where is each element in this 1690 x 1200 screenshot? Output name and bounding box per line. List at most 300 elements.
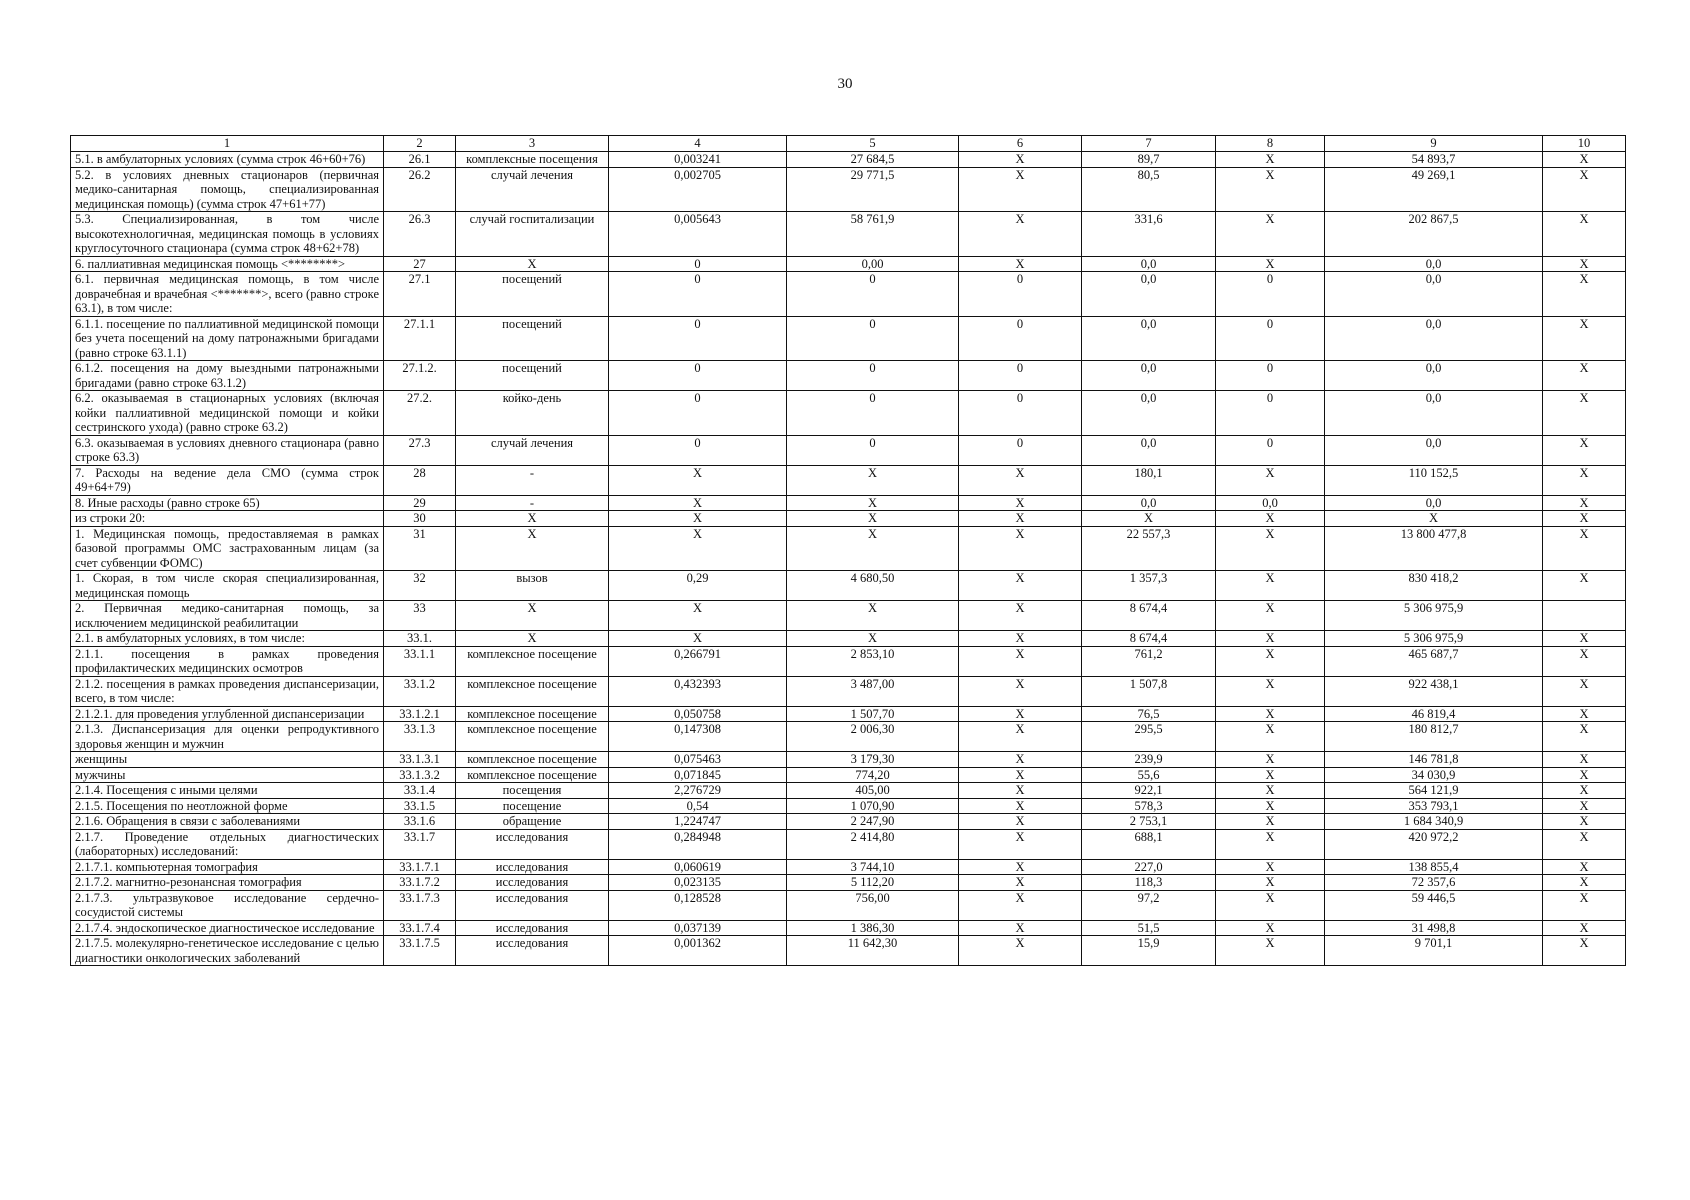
table-row	[71, 829, 1626, 859]
cell-indicator: 2.1.7.5. молекулярно-генетическое исследование с целью диагностики онкологических заболеваний	[71, 936, 384, 966]
table-row	[71, 495, 1626, 511]
table-row	[71, 511, 1626, 527]
cell-norm-volume: 0,266791	[609, 646, 787, 676]
cell-norm-cost: 4 680,50	[787, 571, 959, 601]
cell-col-8: X	[1216, 890, 1325, 920]
table-row	[71, 152, 1626, 168]
cell-indicator: 7. Расходы на ведение дела СМО (сумма строк 49+64+79)	[71, 465, 384, 495]
cell-unit: посещение	[456, 798, 609, 814]
cell-col-7: 1 507,8	[1082, 676, 1216, 706]
cell-unit: вызов	[456, 571, 609, 601]
cell-col-8: X	[1216, 676, 1325, 706]
cell-col-10: X	[1543, 152, 1626, 168]
cell-col-6: X	[959, 706, 1082, 722]
cell-unit: исследования	[456, 829, 609, 859]
cell-col-7: 55,6	[1082, 767, 1216, 783]
cell-indicator: 8. Иные расходы (равно строке 65)	[71, 495, 384, 511]
cell-col-9: 46 819,4	[1325, 706, 1543, 722]
column-number-6: 6	[959, 136, 1082, 152]
cell-col-8: X	[1216, 212, 1325, 257]
cell-row-number: 27.1.2.	[384, 361, 456, 391]
cell-col-10: X	[1543, 920, 1626, 936]
column-number-10: 10	[1543, 136, 1626, 152]
cell-col-8: X	[1216, 646, 1325, 676]
cell-norm-cost: X	[787, 601, 959, 631]
cell-col-9: 830 418,2	[1325, 571, 1543, 601]
cell-indicator: 6.3. оказываемая в условиях дневного стационара (равно строке 63.3)	[71, 435, 384, 465]
cell-col-9: 9 701,1	[1325, 936, 1543, 966]
cell-col-10	[1543, 601, 1626, 631]
cell-norm-cost: 2 414,80	[787, 829, 959, 859]
cell-norm-volume: 0,037139	[609, 920, 787, 936]
cell-col-8: X	[1216, 601, 1325, 631]
cell-norm-cost: 0	[787, 435, 959, 465]
table-row	[71, 646, 1626, 676]
cell-unit: посещений	[456, 316, 609, 361]
cell-norm-cost: 2 006,30	[787, 722, 959, 752]
cell-norm-volume: X	[609, 495, 787, 511]
cell-row-number: 27.3	[384, 435, 456, 465]
cell-norm-cost: 58 761,9	[787, 212, 959, 257]
cell-col-7: 0,0	[1082, 435, 1216, 465]
cell-col-9: 0,0	[1325, 435, 1543, 465]
cell-norm-cost: 11 642,30	[787, 936, 959, 966]
cell-unit: обращение	[456, 814, 609, 830]
cell-unit: комплексное посещение	[456, 767, 609, 783]
cell-col-6: X	[959, 875, 1082, 891]
cell-indicator: 2.1.7. Проведение отдельных диагностических (лабораторных) исследований:	[71, 829, 384, 859]
cell-norm-cost: 1 070,90	[787, 798, 959, 814]
cell-col-6: 0	[959, 435, 1082, 465]
cell-col-8: 0	[1216, 435, 1325, 465]
cell-col-9: 0,0	[1325, 391, 1543, 436]
table-row	[71, 783, 1626, 799]
cell-col-8: X	[1216, 152, 1325, 168]
cell-col-6: 0	[959, 316, 1082, 361]
cell-indicator: 5.3. Специализированная, в том числе высокотехнологичная, медицинская помощь в условиях круглосуточного стационара (сумма строк 48+62+78)	[71, 212, 384, 257]
cell-row-number: 33	[384, 601, 456, 631]
cell-norm-cost: X	[787, 631, 959, 647]
cell-indicator: 2. Первичная медико-санитарная помощь, за исключением медицинской реабилитации	[71, 601, 384, 631]
cell-col-9: X	[1325, 511, 1543, 527]
cell-col-10: X	[1543, 706, 1626, 722]
cell-unit: случай госпитализации	[456, 212, 609, 257]
cell-col-8: X	[1216, 814, 1325, 830]
cell-row-number: 33.1.7.4	[384, 920, 456, 936]
cell-col-10: X	[1543, 256, 1626, 272]
cell-norm-cost: 3 179,30	[787, 752, 959, 768]
cell-norm-cost: 2 853,10	[787, 646, 959, 676]
cell-col-10: X	[1543, 465, 1626, 495]
cell-col-9: 110 152,5	[1325, 465, 1543, 495]
cell-col-10: X	[1543, 722, 1626, 752]
cell-col-8: X	[1216, 829, 1325, 859]
cell-row-number: 33.1.7.1	[384, 859, 456, 875]
cell-indicator: женщины	[71, 752, 384, 768]
cell-col-9: 0,0	[1325, 361, 1543, 391]
table-row	[71, 875, 1626, 891]
cell-col-9: 49 269,1	[1325, 167, 1543, 212]
cell-col-7: 89,7	[1082, 152, 1216, 168]
cell-norm-volume: 0,001362	[609, 936, 787, 966]
cell-col-6: X	[959, 601, 1082, 631]
cell-unit: комплексное посещение	[456, 752, 609, 768]
cell-col-10: X	[1543, 814, 1626, 830]
cell-col-6: X	[959, 722, 1082, 752]
cell-col-6: X	[959, 767, 1082, 783]
cell-col-9: 420 972,2	[1325, 829, 1543, 859]
table-row	[71, 752, 1626, 768]
cell-indicator: 2.1.7.2. магнитно-резонансная томография	[71, 875, 384, 891]
cell-norm-volume: X	[609, 601, 787, 631]
cell-col-6: X	[959, 890, 1082, 920]
cell-indicator: 6.1.1. посещение по паллиативной медицинской помощи без учета посещений на дому патронажными бригадами (равно строке 63.1.1)	[71, 316, 384, 361]
cell-norm-volume: 0	[609, 391, 787, 436]
cell-indicator: 5.2. в условиях дневных стационаров (первичная медико-санитарная помощь, специализированная медицинская помощь) (сумма строк 47+61+77)	[71, 167, 384, 212]
cell-col-7: X	[1082, 511, 1216, 527]
cell-indicator: 6.1. первичная медицинская помощь, в том числе доврачебная и врачебная <*******>, всего (равно строке 63.1), в том числе:	[71, 272, 384, 317]
cell-norm-cost: 27 684,5	[787, 152, 959, 168]
cell-col-8: X	[1216, 511, 1325, 527]
cell-unit: исследования	[456, 890, 609, 920]
cell-col-9: 1 684 340,9	[1325, 814, 1543, 830]
cell-col-6: 0	[959, 361, 1082, 391]
cell-norm-cost: 0	[787, 391, 959, 436]
cell-col-7: 51,5	[1082, 920, 1216, 936]
cell-unit: X	[456, 511, 609, 527]
cell-indicator: 2.1.7.1. компьютерная томография	[71, 859, 384, 875]
column-number-2: 2	[384, 136, 456, 152]
cell-row-number: 29	[384, 495, 456, 511]
cell-col-7: 922,1	[1082, 783, 1216, 799]
cell-norm-cost: 1 507,70	[787, 706, 959, 722]
cell-col-6: X	[959, 465, 1082, 495]
table-row	[71, 936, 1626, 966]
cell-row-number: 26.1	[384, 152, 456, 168]
cell-row-number: 30	[384, 511, 456, 527]
cell-col-7: 578,3	[1082, 798, 1216, 814]
cell-row-number: 33.1.	[384, 631, 456, 647]
cell-col-8: X	[1216, 875, 1325, 891]
cell-col-10: X	[1543, 798, 1626, 814]
table-row	[71, 601, 1626, 631]
cell-col-8: X	[1216, 706, 1325, 722]
cell-norm-cost: 0	[787, 361, 959, 391]
cell-unit: случай лечения	[456, 435, 609, 465]
cell-norm-volume: 0	[609, 316, 787, 361]
cell-col-10: X	[1543, 783, 1626, 799]
column-number-4: 4	[609, 136, 787, 152]
table-row	[71, 212, 1626, 257]
cell-col-7: 0,0	[1082, 256, 1216, 272]
cell-indicator: 2.1.7.4. эндоскопическое диагностическое исследование	[71, 920, 384, 936]
cell-col-8: 0	[1216, 391, 1325, 436]
cell-norm-cost: 3 487,00	[787, 676, 959, 706]
table-row	[71, 920, 1626, 936]
cell-col-8: 0	[1216, 361, 1325, 391]
cell-col-6: 0	[959, 272, 1082, 317]
cell-unit: койко-день	[456, 391, 609, 436]
cell-norm-volume: X	[609, 631, 787, 647]
table-row	[71, 859, 1626, 875]
cell-col-8: X	[1216, 465, 1325, 495]
cell-unit: -	[456, 495, 609, 511]
cell-col-6: X	[959, 752, 1082, 768]
cell-unit: исследования	[456, 920, 609, 936]
cell-indicator: 2.1.7.3. ультразвуковое исследование сердечно-сосудистой системы	[71, 890, 384, 920]
cell-col-8: X	[1216, 920, 1325, 936]
cell-norm-volume: X	[609, 526, 787, 571]
cell-norm-cost: 1 386,30	[787, 920, 959, 936]
cell-col-10: X	[1543, 526, 1626, 571]
cell-col-6: X	[959, 676, 1082, 706]
cell-col-9: 146 781,8	[1325, 752, 1543, 768]
cell-col-6: X	[959, 571, 1082, 601]
cell-unit: исследования	[456, 936, 609, 966]
cell-row-number: 33.1.6	[384, 814, 456, 830]
cell-norm-cost: 756,00	[787, 890, 959, 920]
cell-norm-volume: 0,050758	[609, 706, 787, 722]
cell-col-10: X	[1543, 646, 1626, 676]
cell-indicator: 2.1.5. Посещения по неотложной форме	[71, 798, 384, 814]
cell-norm-volume: 1,224747	[609, 814, 787, 830]
cell-norm-volume: 0	[609, 435, 787, 465]
cell-col-6: X	[959, 511, 1082, 527]
cell-col-7: 1 357,3	[1082, 571, 1216, 601]
cell-indicator: 6. паллиативная медицинская помощь <********>	[71, 256, 384, 272]
column-number-7: 7	[1082, 136, 1216, 152]
cell-indicator: 2.1.1. посещения в рамках проведения профилактических медицинских осмотров	[71, 646, 384, 676]
table-row	[71, 798, 1626, 814]
cell-col-10: X	[1543, 435, 1626, 465]
cell-col-8: X	[1216, 767, 1325, 783]
cell-norm-cost: 3 744,10	[787, 859, 959, 875]
cell-unit: X	[456, 631, 609, 647]
cell-col-6: X	[959, 495, 1082, 511]
cell-col-8: 0	[1216, 316, 1325, 361]
cell-unit: X	[456, 601, 609, 631]
cell-norm-volume: 0	[609, 256, 787, 272]
cell-col-10: X	[1543, 767, 1626, 783]
cell-col-10: X	[1543, 829, 1626, 859]
cell-norm-volume: 0,023135	[609, 875, 787, 891]
cell-row-number: 33.1.3.1	[384, 752, 456, 768]
cell-col-6: X	[959, 814, 1082, 830]
cell-norm-cost: 0	[787, 272, 959, 317]
cell-norm-volume: 0	[609, 272, 787, 317]
cell-col-9: 353 793,1	[1325, 798, 1543, 814]
cell-col-6: X	[959, 920, 1082, 936]
cell-col-7: 22 557,3	[1082, 526, 1216, 571]
column-number-3: 3	[456, 136, 609, 152]
cell-row-number: 33.1.5	[384, 798, 456, 814]
cell-row-number: 27	[384, 256, 456, 272]
cell-col-10: X	[1543, 859, 1626, 875]
cell-col-10: X	[1543, 361, 1626, 391]
cell-col-9: 34 030,9	[1325, 767, 1543, 783]
cell-col-8: 0,0	[1216, 495, 1325, 511]
cell-norm-volume: 0,003241	[609, 152, 787, 168]
cell-col-7: 118,3	[1082, 875, 1216, 891]
cell-col-7: 688,1	[1082, 829, 1216, 859]
cell-row-number: 31	[384, 526, 456, 571]
cell-norm-volume: 0,147308	[609, 722, 787, 752]
cell-row-number: 27.1	[384, 272, 456, 317]
column-number-5: 5	[787, 136, 959, 152]
cell-unit: комплексное посещение	[456, 646, 609, 676]
cell-row-number: 26.2	[384, 167, 456, 212]
cell-norm-cost: X	[787, 495, 959, 511]
cell-col-6: X	[959, 936, 1082, 966]
cell-unit: случай лечения	[456, 167, 609, 212]
cell-norm-cost: X	[787, 511, 959, 527]
table-row	[71, 435, 1626, 465]
cell-col-9: 31 498,8	[1325, 920, 1543, 936]
cell-unit: исследования	[456, 859, 609, 875]
cell-norm-cost: 0	[787, 316, 959, 361]
table-row	[71, 391, 1626, 436]
table-row	[71, 814, 1626, 830]
cell-norm-cost: 405,00	[787, 783, 959, 799]
cell-unit: X	[456, 256, 609, 272]
cell-col-10: X	[1543, 752, 1626, 768]
cell-norm-volume: 0,060619	[609, 859, 787, 875]
cell-col-10: X	[1543, 631, 1626, 647]
cell-norm-cost: 29 771,5	[787, 167, 959, 212]
cell-col-9: 0,0	[1325, 256, 1543, 272]
cell-indicator: 1. Скорая, в том числе скорая специализированная, медицинская помощь	[71, 571, 384, 601]
cell-indicator: 5.1. в амбулаторных условиях (сумма строк 46+60+76)	[71, 152, 384, 168]
cell-col-8: X	[1216, 752, 1325, 768]
cell-col-6: X	[959, 646, 1082, 676]
cell-row-number: 32	[384, 571, 456, 601]
cell-row-number: 33.1.7.5	[384, 936, 456, 966]
cell-norm-cost: X	[787, 526, 959, 571]
cell-col-6: X	[959, 829, 1082, 859]
cell-indicator: 2.1.2. посещения в рамках проведения диспансеризации, всего, в том числе:	[71, 676, 384, 706]
cell-row-number: 33.1.7.3	[384, 890, 456, 920]
cell-col-10: X	[1543, 212, 1626, 257]
cell-row-number: 27.2.	[384, 391, 456, 436]
cell-col-10: X	[1543, 571, 1626, 601]
cell-indicator: 2.1.3. Диспансеризация для оценки репродуктивного здоровья женщин и мужчин	[71, 722, 384, 752]
cell-col-9: 59 446,5	[1325, 890, 1543, 920]
table-header-row	[71, 136, 1626, 152]
cell-col-8: X	[1216, 631, 1325, 647]
cell-unit: посещений	[456, 272, 609, 317]
cell-col-7: 180,1	[1082, 465, 1216, 495]
cell-col-9: 564 121,9	[1325, 783, 1543, 799]
cell-col-9: 54 893,7	[1325, 152, 1543, 168]
table-row	[71, 890, 1626, 920]
cell-col-6: X	[959, 783, 1082, 799]
cell-indicator: 2.1. в амбулаторных условиях, в том числе:	[71, 631, 384, 647]
cell-col-8: X	[1216, 859, 1325, 875]
cell-col-8: X	[1216, 798, 1325, 814]
cell-norm-volume: 0	[609, 361, 787, 391]
cell-indicator: 2.1.2.1. для проведения углубленной диспансеризации	[71, 706, 384, 722]
cell-unit: комплексное посещение	[456, 676, 609, 706]
cell-norm-cost: 5 112,20	[787, 875, 959, 891]
cell-norm-cost: 2 247,90	[787, 814, 959, 830]
cell-col-10: X	[1543, 316, 1626, 361]
table-row	[71, 272, 1626, 317]
cell-indicator: 6.2. оказываемая в стационарных условиях (включая койки паллиативной медицинской помощи и койки сестринского ухода) (равно строке 63.2)	[71, 391, 384, 436]
table-row	[71, 676, 1626, 706]
cell-row-number: 33.1.7.2	[384, 875, 456, 891]
cell-col-6: X	[959, 256, 1082, 272]
cell-col-6: X	[959, 212, 1082, 257]
table-row	[71, 767, 1626, 783]
cell-col-10: X	[1543, 272, 1626, 317]
cell-col-9: 5 306 975,9	[1325, 631, 1543, 647]
cell-col-9: 138 855,4	[1325, 859, 1543, 875]
cell-norm-cost: 774,20	[787, 767, 959, 783]
cell-row-number: 26.3	[384, 212, 456, 257]
cell-indicator: 2.1.6. Обращения в связи с заболеваниями	[71, 814, 384, 830]
cell-col-8: X	[1216, 783, 1325, 799]
cell-col-10: X	[1543, 511, 1626, 527]
cell-row-number: 28	[384, 465, 456, 495]
cell-col-9: 72 357,6	[1325, 875, 1543, 891]
cell-col-8: 0	[1216, 272, 1325, 317]
cell-unit: X	[456, 526, 609, 571]
cell-col-9: 0,0	[1325, 316, 1543, 361]
cell-norm-volume: X	[609, 511, 787, 527]
cell-norm-volume: 0,432393	[609, 676, 787, 706]
cell-indicator: из строки 20:	[71, 511, 384, 527]
cell-norm-volume: 0,075463	[609, 752, 787, 768]
cell-unit: комплексные посещения	[456, 152, 609, 168]
cell-col-6: X	[959, 631, 1082, 647]
table-row	[71, 361, 1626, 391]
cell-col-6: X	[959, 526, 1082, 571]
table-row	[71, 167, 1626, 212]
cell-indicator: 2.1.4. Посещения с иными целями	[71, 783, 384, 799]
cell-col-7: 8 674,4	[1082, 631, 1216, 647]
column-number-8: 8	[1216, 136, 1325, 152]
cell-col-7: 0,0	[1082, 272, 1216, 317]
table-row	[71, 571, 1626, 601]
cell-col-6: 0	[959, 391, 1082, 436]
cell-col-10: X	[1543, 676, 1626, 706]
table-row	[71, 316, 1626, 361]
cell-col-7: 2 753,1	[1082, 814, 1216, 830]
cell-col-10: X	[1543, 495, 1626, 511]
cell-row-number: 33.1.2.1	[384, 706, 456, 722]
cell-unit: комплексное посещение	[456, 706, 609, 722]
data-table	[70, 135, 1626, 966]
cell-col-9: 202 867,5	[1325, 212, 1543, 257]
cell-col-10: X	[1543, 391, 1626, 436]
cell-col-8: X	[1216, 167, 1325, 212]
cell-col-7: 0,0	[1082, 316, 1216, 361]
cell-row-number: 27.1.1	[384, 316, 456, 361]
table-row	[71, 706, 1626, 722]
cell-row-number: 33.1.3	[384, 722, 456, 752]
cell-col-7: 0,0	[1082, 361, 1216, 391]
cell-col-7: 76,5	[1082, 706, 1216, 722]
cell-row-number: 33.1.7	[384, 829, 456, 859]
cell-col-8: X	[1216, 571, 1325, 601]
cell-col-10: X	[1543, 936, 1626, 966]
cell-col-10: X	[1543, 875, 1626, 891]
cell-unit: комплексное посещение	[456, 722, 609, 752]
column-number-9: 9	[1325, 136, 1543, 152]
table-row	[71, 465, 1626, 495]
cell-unit: посещений	[456, 361, 609, 391]
cell-col-8: X	[1216, 936, 1325, 966]
